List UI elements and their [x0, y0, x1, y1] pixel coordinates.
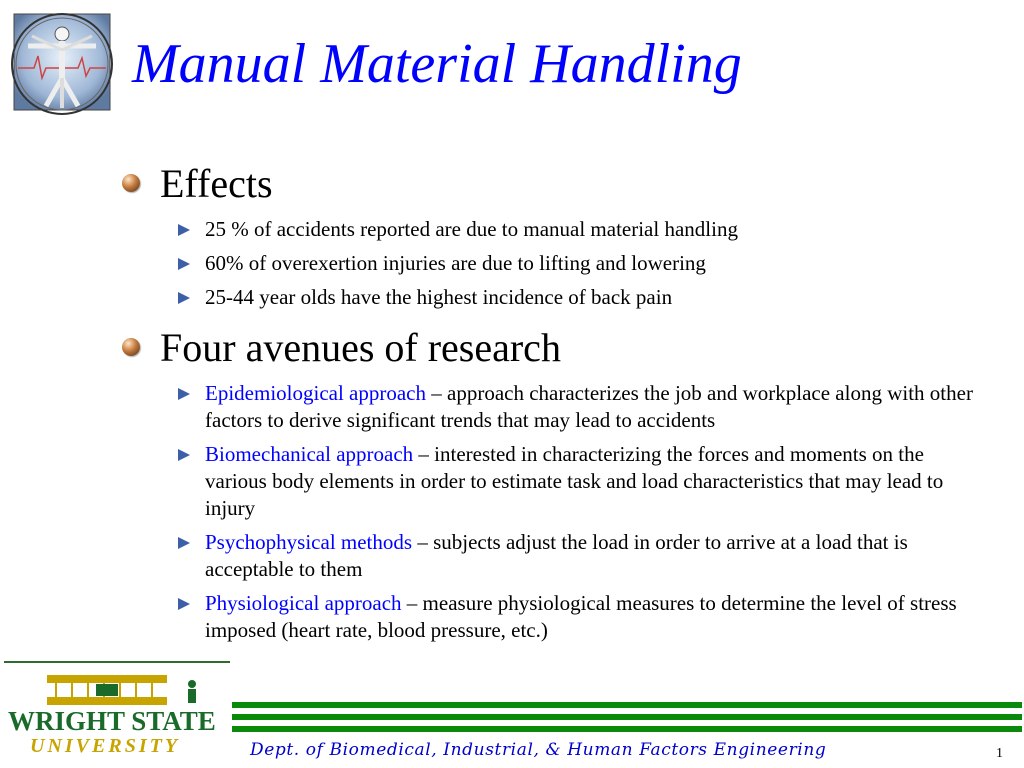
- footer-divider-line: [4, 661, 230, 663]
- triangle-bullet-icon: [178, 537, 190, 549]
- list-item: [120, 441, 985, 522]
- list-item: [120, 216, 985, 243]
- section-heading: Effects: [160, 161, 273, 206]
- logo-text-wright-state: WRIGHT STATE: [8, 706, 216, 736]
- page-number: 1: [996, 746, 1003, 761]
- list-item: [120, 529, 985, 583]
- department-name: Dept. of Biomedical, Industrial, & Human Factors Engineering: [250, 740, 827, 760]
- slide-title: Manual Material Handling: [132, 33, 742, 95]
- figure-icon: [188, 680, 196, 703]
- list-item-lead: Psychophysical methods: [205, 530, 413, 554]
- logo-text-university: UNIVERSITY: [30, 735, 181, 757]
- footer-stripes: [232, 702, 1022, 738]
- list-item-text: – interested in characterizing the forces and moments on the various body elements in order to estimate task and load characteristics that may lead to injury: [205, 442, 944, 520]
- triangle-bullet-icon: [178, 449, 190, 461]
- triangle-bullet-icon: [178, 388, 190, 400]
- list-item: [120, 250, 985, 277]
- list-item: [120, 284, 985, 311]
- list-item: [120, 590, 985, 644]
- list-item-text: – approach characterizes the job and workplace along with other factors to derive significant trends that may lead to accidents: [205, 381, 973, 432]
- triangle-bullet-icon: [178, 292, 190, 304]
- list-item-text: 25 % of accidents reported are due to manual material handling: [205, 217, 738, 241]
- list-item-text: 25-44 year olds have the highest incidence of back pain: [205, 285, 673, 309]
- biplane-icon: [48, 676, 166, 704]
- list-item-text: – measure physiological measures to determine the level of stress imposed (heart rate, blood pressure, etc.): [205, 591, 957, 642]
- vitruvian-man-logo: [6, 8, 118, 116]
- bullet-research: [120, 324, 1000, 372]
- sphere-bullet-icon: [122, 174, 140, 192]
- sphere-bullet-icon: [122, 338, 140, 356]
- list-item: [120, 380, 985, 434]
- bullet-effects: [120, 160, 1000, 208]
- list-item-text: – subjects adjust the load in order to arrive at a load that is acceptable to them: [205, 530, 908, 581]
- wright-state-logo: [4, 668, 226, 764]
- list-item-lead: Biomechanical approach: [205, 442, 414, 466]
- triangle-bullet-icon: [178, 224, 190, 236]
- list-item-text: 60% of overexertion injuries are due to lifting and lowering: [205, 251, 706, 275]
- list-item-lead: Epidemiological approach: [205, 381, 427, 405]
- list-item-lead: Physiological approach: [205, 591, 402, 615]
- triangle-bullet-icon: [178, 598, 190, 610]
- slide-content: [120, 160, 1000, 651]
- triangle-bullet-icon: [178, 258, 190, 270]
- section-heading: Four avenues of research: [160, 325, 561, 370]
